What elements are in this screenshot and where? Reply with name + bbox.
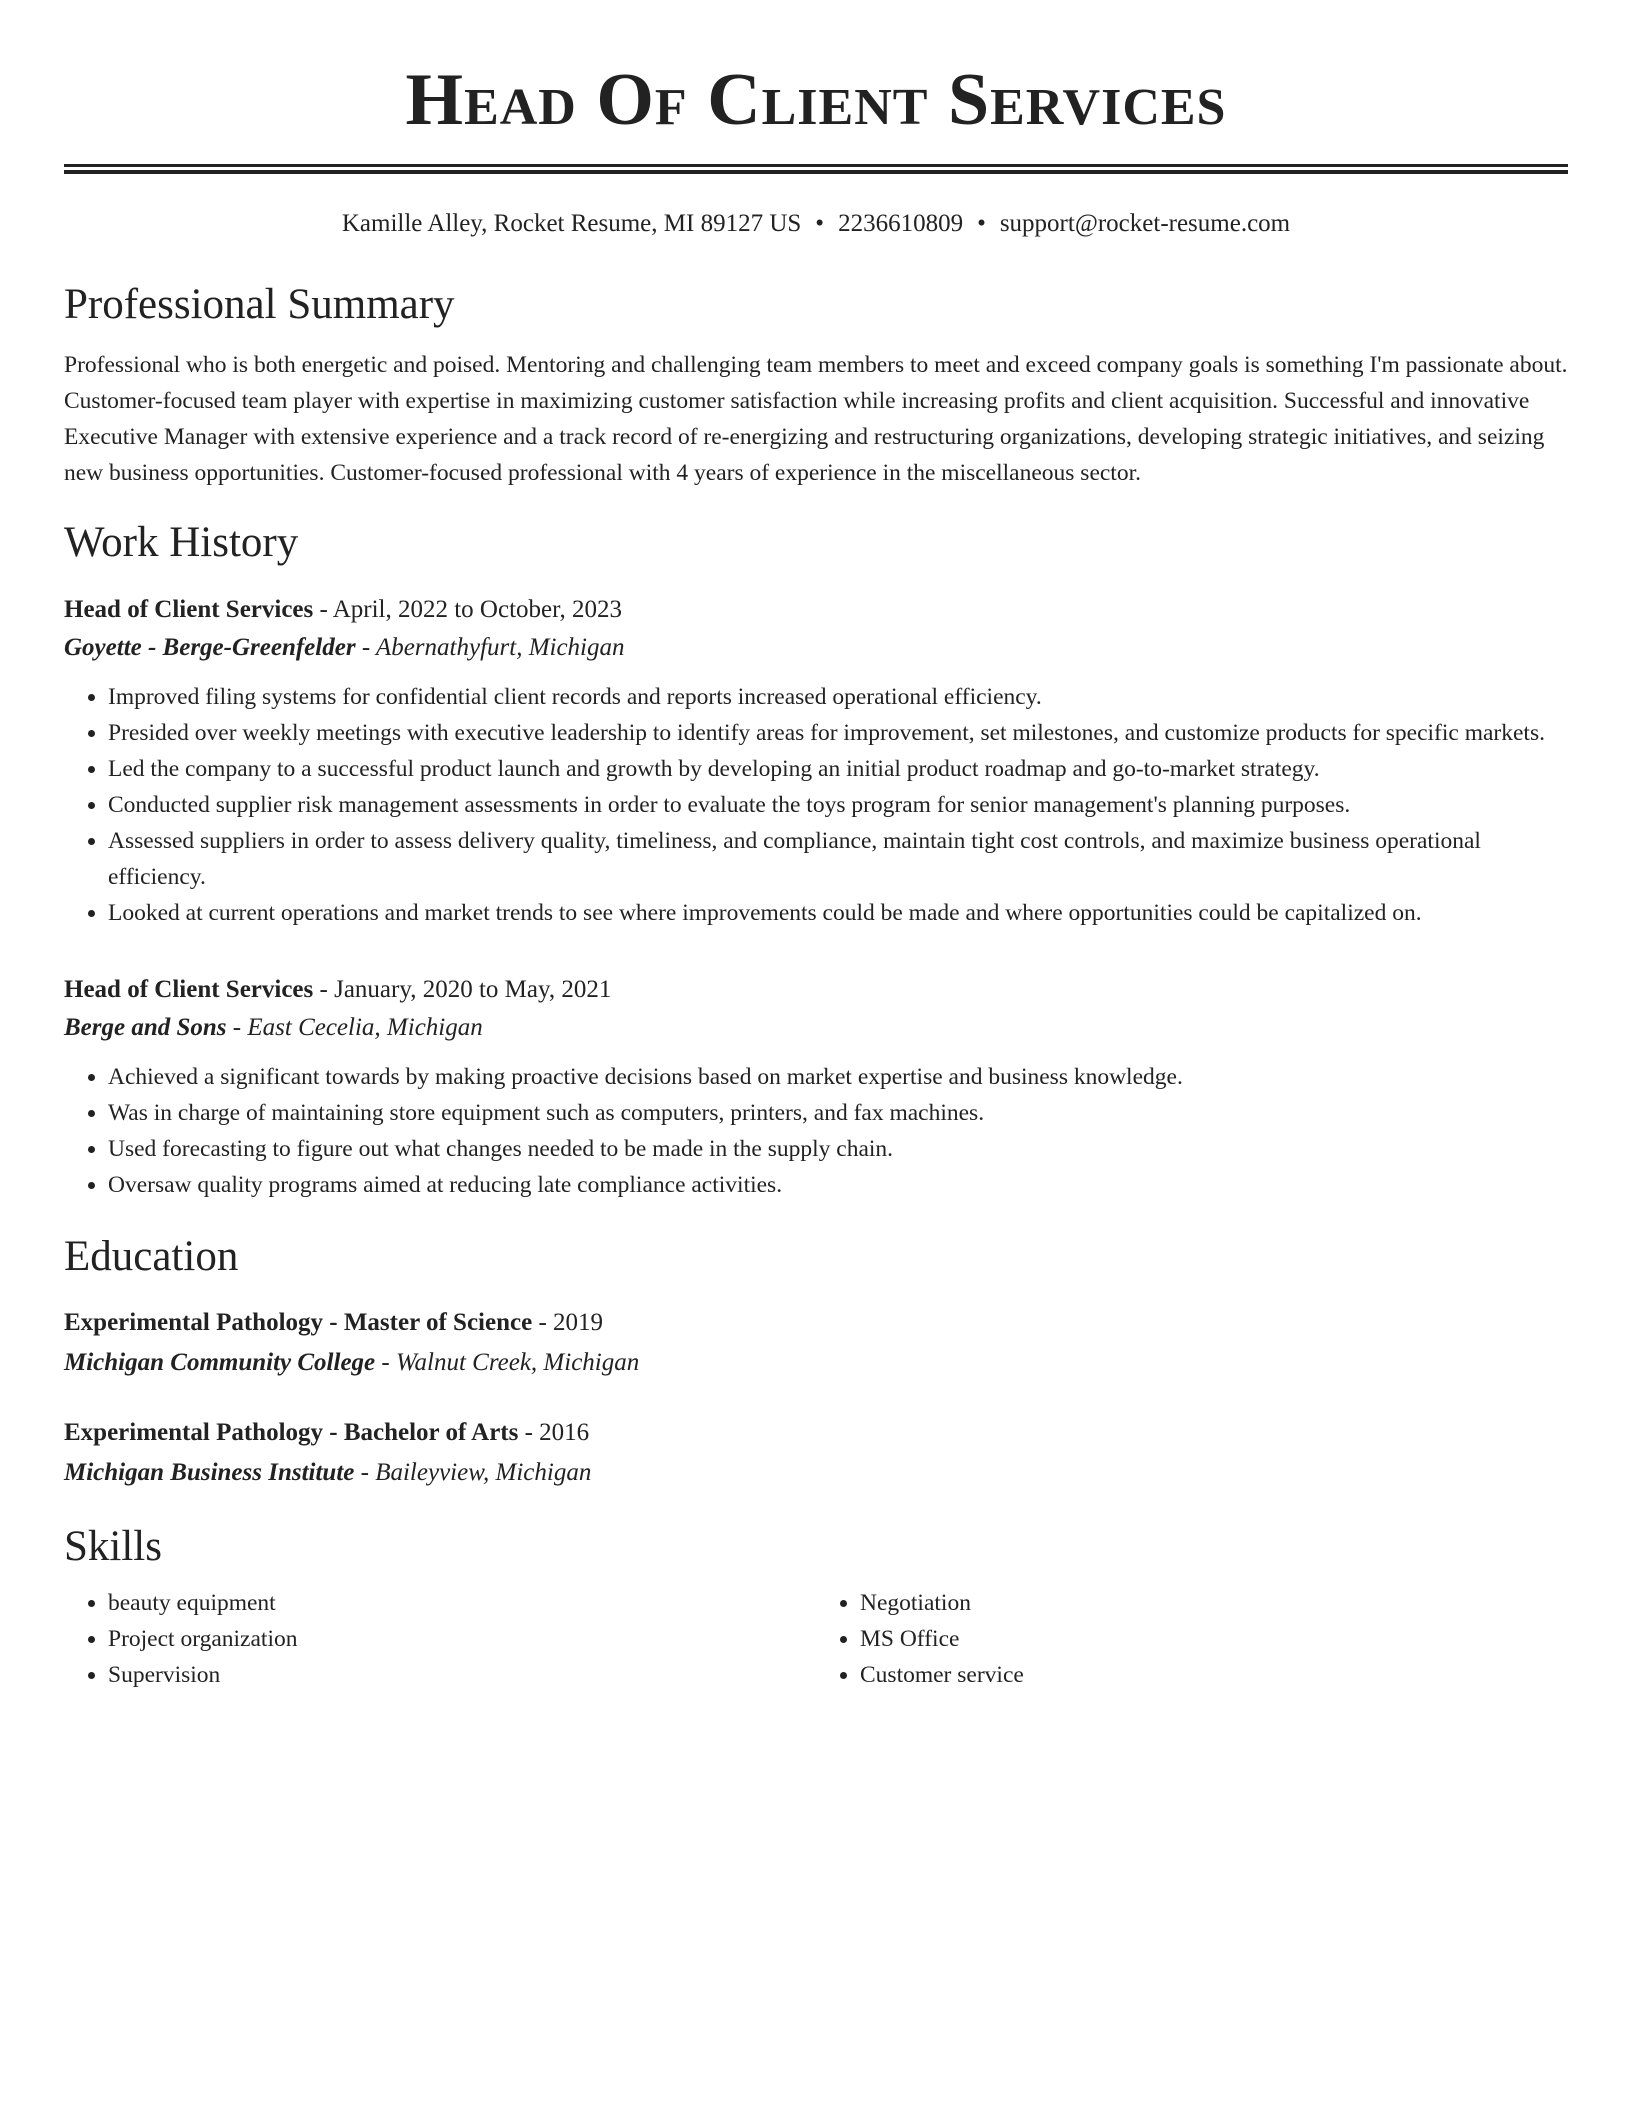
resume-title: Head Of Client Services xyxy=(405,59,1227,141)
company-line xyxy=(64,629,1568,667)
job-entry xyxy=(64,591,1568,931)
school-location: - Baileyview, Michigan xyxy=(354,1459,592,1486)
job-dates: - April, 2022 to October, 2023 xyxy=(313,596,622,623)
job-title: Head of Client Services xyxy=(64,596,314,623)
school-line xyxy=(64,1343,1568,1383)
education-entry xyxy=(64,1303,1568,1383)
job-title: Head of Client Services xyxy=(64,976,314,1003)
degree-name: Experimental Pathology - Master of Science xyxy=(64,1309,533,1336)
list-item: • Conducted supplier risk management assessments in order to evaluate the toys program for senior management's planning purposes. xyxy=(108,787,1568,823)
degree-name: Experimental Pathology - Bachelor of Arts xyxy=(64,1419,519,1446)
skills-heading: Skills xyxy=(64,1523,162,1570)
contact-separator: • xyxy=(815,210,825,237)
school-line xyxy=(64,1453,1568,1493)
skills-list xyxy=(64,1585,1568,1693)
school-name: Michigan Community College xyxy=(64,1349,376,1376)
list-item: • Led the company to a successful product launch and growth by developing an initial product roadmap and go-to-market strategy. xyxy=(108,751,1568,787)
degree-year: - 2016 xyxy=(518,1419,590,1446)
list-item: • Improved filing systems for confidential client records and reports increased operational efficiency. xyxy=(108,679,1568,715)
skill-item: • MS Office xyxy=(860,1621,1568,1657)
list-item: • Used forecasting to figure out what changes needed to be made in the supply chain. xyxy=(108,1131,1568,1167)
contact-address: Kamille Alley, Rocket Resume, MI 89127 US xyxy=(341,210,802,237)
contact-phone: 2236610809 xyxy=(838,210,964,237)
job-bullets xyxy=(64,679,1568,931)
list-item: • Looked at current operations and market trends to see where improvements could be made and where opportunities could be capitalized on. xyxy=(108,895,1568,931)
job-title-line xyxy=(64,591,1568,629)
company-name: Goyette - Berge-Greenfelder xyxy=(64,634,356,661)
contact-email: support@rocket-resume.com xyxy=(999,210,1291,237)
work-history-heading: Work History xyxy=(64,519,299,566)
skill-item: • Supervision xyxy=(108,1657,816,1693)
skills-column-left xyxy=(64,1585,816,1693)
degree-line xyxy=(64,1303,1568,1343)
summary-text: Professional who is both energetic and poised. Mentoring and challenging team members to meet and exceed company goals is something I'm passionate about. Customer-focused team player with expertise in maximizing customer satisfaction while increasing profits and client acquisition. Successful and innovative Executive Manager with extensive experience and a track record of re-energizing and restructuring organizations, developing strategic initiatives, and seizing new business opportunities. Customer-focused professional with 4 years of experience in the miscellaneous sector. xyxy=(64,352,1568,486)
degree-year: - 2019 xyxy=(532,1309,604,1336)
education-entry xyxy=(64,1413,1568,1493)
list-item: • Presided over weekly meetings with executive leadership to identify areas for improvement, set milestones, and customize products for specific markets. xyxy=(108,715,1568,751)
company-location: - Abernathyfurt, Michigan xyxy=(355,634,625,661)
list-item: • Oversaw quality programs aimed at reducing late compliance activities. xyxy=(108,1167,1568,1203)
education-heading: Education xyxy=(64,1233,239,1280)
contact-separator: • xyxy=(977,210,986,237)
list-item: • Was in charge of maintaining store equipment such as computers, printers, and fax machines. xyxy=(108,1095,1568,1131)
job-entry xyxy=(64,971,1568,1203)
company-line xyxy=(64,1009,1568,1047)
job-dates: - January, 2020 to May, 2021 xyxy=(313,976,612,1003)
degree-line xyxy=(64,1413,1568,1453)
skill-item: • Project organization xyxy=(108,1621,816,1657)
list-item: • Achieved a significant towards by making proactive decisions based on market expertise and business knowledge. xyxy=(108,1059,1568,1095)
job-title-line xyxy=(64,971,1568,1009)
company-name: Berge and Sons xyxy=(64,1014,227,1041)
skill-item: • Negotiation xyxy=(860,1585,1568,1621)
list-item: • Assessed suppliers in order to assess delivery quality, timeliness, and compliance, maintain tight cost controls, and maximize business operational efficiency. xyxy=(108,823,1568,895)
job-bullets xyxy=(64,1059,1568,1203)
school-location: - Walnut Creek, Michigan xyxy=(375,1349,640,1376)
skill-item: • Customer service xyxy=(860,1657,1568,1693)
title-divider xyxy=(64,164,1568,174)
summary-heading: Professional Summary xyxy=(64,281,455,328)
school-name: Michigan Business Institute xyxy=(64,1459,355,1486)
skills-column-right xyxy=(816,1585,1568,1693)
contact-line xyxy=(64,207,1568,241)
company-location: - East Cecelia, Michigan xyxy=(226,1014,483,1041)
skill-item: • beauty equipment xyxy=(108,1585,816,1621)
